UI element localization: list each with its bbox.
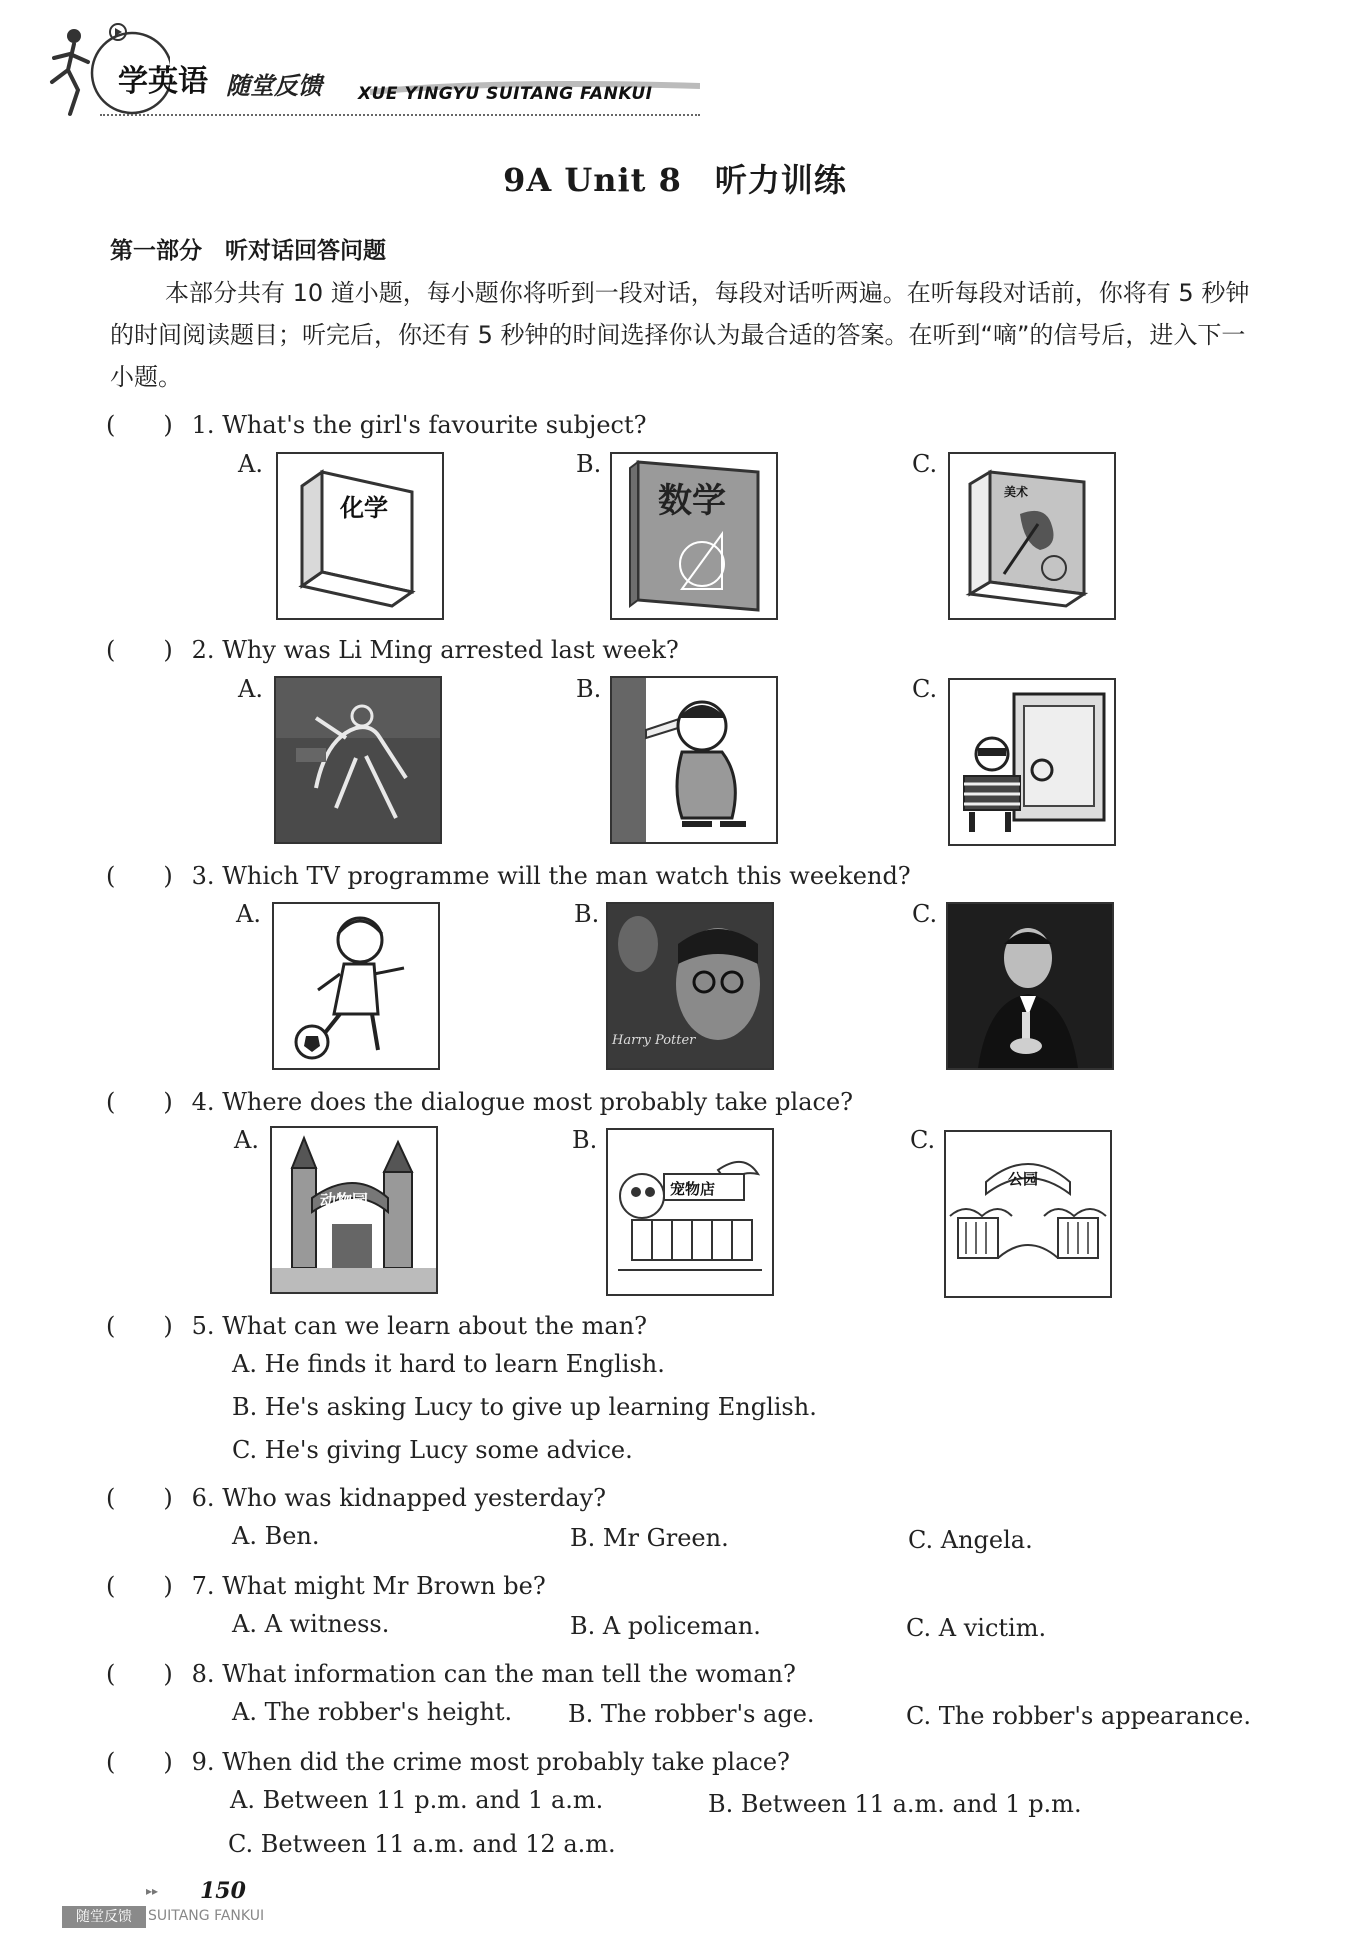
option-label: B. (576, 450, 602, 478)
question-text: What can we learn about the man? (222, 1312, 648, 1340)
question-8 (106, 1654, 796, 1689)
page-header (40, 18, 680, 128)
option-picture-boy-with-knife[interactable] (610, 676, 778, 844)
answer-blank[interactable]: ( ) (106, 1088, 173, 1116)
question-number: 3. (191, 862, 215, 890)
option-picture-boy-playing-football[interactable] (272, 902, 440, 1070)
question-text: Where does the dialogue most probably take place? (222, 1088, 854, 1116)
question-text: Which TV programme will the man watch this weekend? (222, 862, 911, 890)
answer-blank[interactable]: ( ) (106, 1660, 173, 1688)
question-7 (106, 1566, 546, 1601)
sign-text: 宠物店 (670, 1180, 716, 1198)
option-label: C. (910, 1126, 936, 1154)
sign-text: 公园 (1008, 1170, 1039, 1188)
option-c[interactable]: C. Between 11 a.m. and 12 a.m. (228, 1830, 616, 1858)
book-cover-text: 数学 (658, 481, 726, 521)
question-number: 7. (191, 1572, 215, 1600)
footer-arrows-icon: ▸▸ (146, 1884, 159, 1898)
option-label: A. (238, 675, 263, 703)
answer-blank[interactable]: ( ) (106, 1572, 173, 1600)
option-a[interactable]: A. Between 11 p.m. and 1 a.m. (230, 1786, 604, 1814)
question-number: 5. (191, 1312, 215, 1340)
question-6 (106, 1478, 606, 1513)
option-b[interactable]: B. The robber's age. (568, 1700, 815, 1728)
brand-title: 学英语 (118, 64, 208, 99)
option-c[interactable]: C. A victim. (906, 1614, 1047, 1642)
option-b[interactable]: B. He's asking Lucy to give up learning English. (232, 1393, 817, 1421)
option-b[interactable]: B. A policeman. (570, 1612, 761, 1640)
question-text: What might Mr Brown be? (222, 1572, 546, 1600)
section-title: 第一部分 听对话回答问题 (110, 238, 386, 264)
option-label: B. (574, 900, 600, 928)
question-number: 4. (191, 1088, 215, 1116)
option-label: C. (912, 450, 938, 478)
footer-tag (62, 1906, 270, 1928)
answer-blank[interactable]: ( ) (106, 1484, 173, 1512)
option-c[interactable]: C. He's giving Lucy some advice. (232, 1436, 633, 1464)
question-number: 8. (191, 1660, 215, 1688)
question-1 (106, 405, 647, 440)
question-4 (106, 1082, 853, 1117)
question-number: 2. (191, 636, 215, 664)
question-5 (106, 1306, 647, 1341)
book-cover-text: 化学 (340, 494, 388, 522)
answer-blank[interactable]: ( ) (106, 862, 173, 890)
option-label: C. (912, 675, 938, 703)
option-label: A. (238, 450, 263, 478)
option-a[interactable]: A. A witness. (232, 1610, 390, 1638)
header-rule (100, 114, 700, 116)
question-3 (106, 856, 911, 891)
option-picture-zoo-gate[interactable] (270, 1126, 438, 1294)
option-b[interactable]: B. Mr Green. (570, 1524, 729, 1552)
question-number: 1. (191, 411, 215, 439)
option-label: B. (572, 1126, 598, 1154)
answer-blank[interactable]: ( ) (106, 1312, 173, 1340)
sign-text: 动物园 (320, 1191, 369, 1210)
option-picture-math-book[interactable] (610, 452, 778, 620)
option-b[interactable]: B. Between 11 a.m. and 1 p.m. (708, 1790, 1082, 1818)
brand-pinyin: XUE YINGYU SUITANG FANKUI (358, 84, 653, 104)
option-picture-art-book[interactable] (948, 452, 1116, 620)
question-number: 9. (191, 1748, 215, 1776)
option-c[interactable]: C. Angela. (908, 1526, 1033, 1554)
option-label: A. (234, 1126, 259, 1154)
brand-subtitle: 随堂反馈 (226, 72, 322, 100)
question-text: When did the crime most probably take place? (222, 1748, 790, 1776)
option-picture-harry-potter-poster[interactable] (606, 902, 774, 1070)
question-text: What information can the man tell the woman? (222, 1660, 796, 1688)
book-cover-text: 美术 (1004, 485, 1029, 499)
option-a[interactable]: A. He finds it hard to learn English. (232, 1350, 665, 1378)
answer-blank[interactable]: ( ) (106, 411, 173, 439)
answer-blank[interactable]: ( ) (106, 1748, 173, 1776)
option-a[interactable]: A. The robber's height. (232, 1698, 513, 1726)
page-title: 9A Unit 8 听力训练 (503, 161, 847, 199)
question-number: 6. (191, 1484, 215, 1512)
question-text: Who was kidnapped yesterday? (222, 1484, 606, 1512)
option-label: C. (912, 900, 938, 928)
page-number: 150 (200, 1878, 246, 1904)
option-c[interactable]: C. The robber's appearance. (906, 1702, 1251, 1730)
option-picture-pet-shop[interactable] (606, 1128, 774, 1296)
footer-tag-label: 随堂反馈 (62, 1906, 146, 1928)
option-label: B. (576, 675, 602, 703)
answer-blank[interactable]: ( ) (106, 636, 173, 664)
option-a[interactable]: A. Ben. (232, 1522, 320, 1550)
section-instructions: 本部分共有 10 道小题，每小题你将听到一段对话，每段对话听两遍。在听每段对话前，你将有 5 秒钟的时间阅读题目；听完后，你还有 5 秒钟的时间选择你认为最合适的答案。在听到“嘀”的信号后，进入下一小题。 (110, 279, 1250, 391)
option-picture-park-gate[interactable] (944, 1130, 1112, 1298)
option-label: A. (236, 900, 261, 928)
question-text: Why was Li Ming arrested last week? (222, 636, 679, 664)
option-picture-thief-at-safe[interactable] (948, 678, 1116, 846)
footer-tag-pinyin: SUITANG FANKUI (148, 1908, 265, 1924)
option-picture-chemistry-book[interactable] (276, 452, 444, 620)
option-picture-awards-ceremony[interactable] (946, 902, 1114, 1070)
question-9 (106, 1742, 790, 1777)
question-text: What's the girl's favourite subject? (222, 411, 647, 439)
question-2 (106, 630, 679, 665)
option-picture-crime-scene[interactable] (274, 676, 442, 844)
poster-title: Harry Potter (612, 1033, 696, 1048)
